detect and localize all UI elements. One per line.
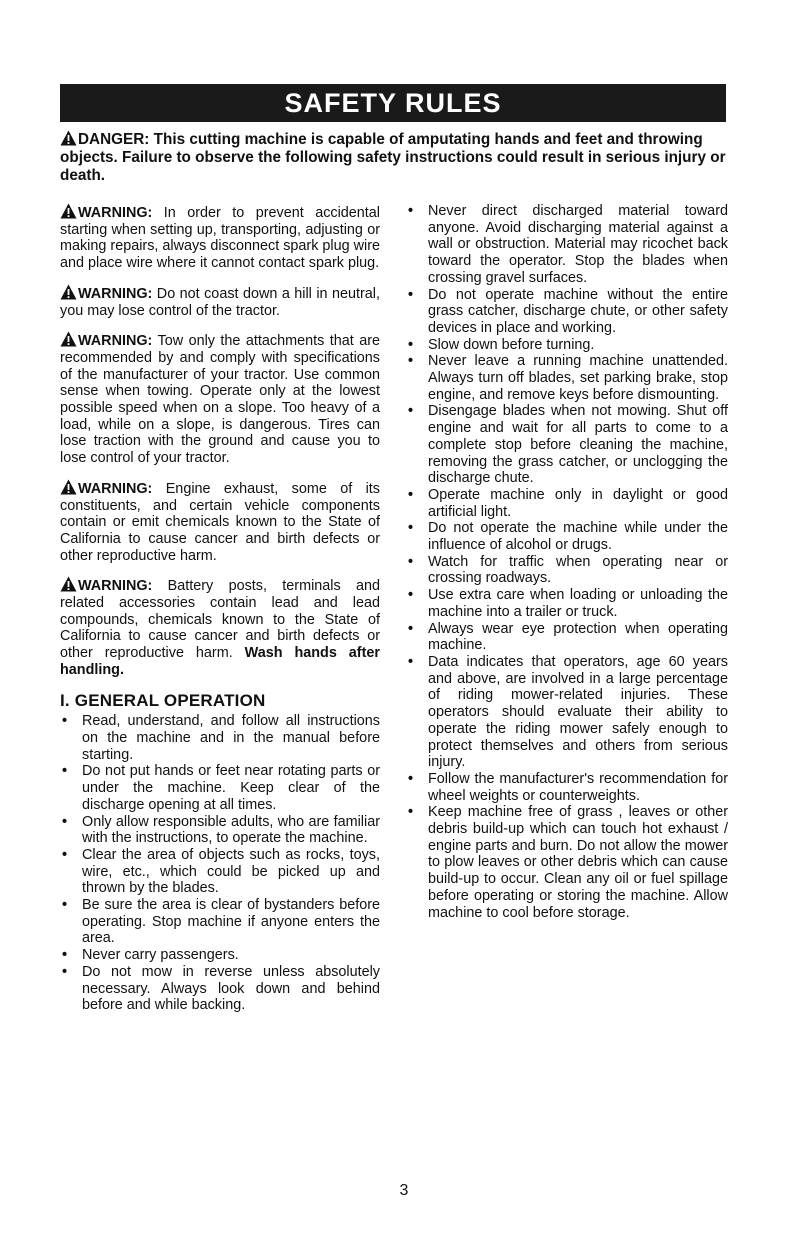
warning-label: WARNING:: [78, 205, 153, 221]
warning-triangle-icon: [60, 479, 77, 495]
bullet: •: [408, 336, 414, 353]
list-item-text: Clear the area of objects such as rocks, toys, wire, etc., which could be picked up and thrown by the blades.: [82, 846, 380, 897]
list-item-text: Do not operate the machine while under the influence of alcohol or drugs.: [428, 520, 728, 554]
warning-label: WARNING:: [78, 285, 153, 302]
list-item: [406, 287, 728, 337]
list-item-text: Read, understand, and follow all instructions on the machine and in the manual before starting.: [82, 713, 380, 763]
warning-text: Engine exhaust, some of its constituents, and certain vehicle components contain or emit chemicals known to the State of California to cause cancer and birth defects or other reproductive harm.: [60, 480, 380, 564]
list-item: [406, 337, 728, 354]
warning-paragraph: [60, 284, 380, 319]
list-item: [60, 814, 380, 847]
general-operation-list-right: [406, 203, 728, 921]
list-item-text: Data indicates that operators, age 60 years and above, are involved in a large percentage of riding mower-related injuries. These operators should evaluate their ability to operate the riding mower safely enough to protect themselves and others from serious injury.: [428, 653, 728, 771]
warning-paragraph: [60, 331, 380, 467]
list-item-text: Always wear eye protection when operating machine.: [428, 620, 728, 654]
bullet: •: [408, 353, 414, 370]
left-column: [60, 203, 380, 1014]
list-item-text: Disengage blades when not mowing. Shut off engine and wait for all parts to come to a complete stop before cleaning the machine, removing the grass catcher, or unclogging the discharge chute.: [428, 403, 728, 487]
list-item: [60, 964, 380, 1014]
danger-notice: [60, 130, 730, 185]
bullet: •: [62, 947, 68, 964]
list-item-text: Never leave a running machine unattended. Always turn off blades, set parking brake, stop engine, and remove keys before dismounting.: [428, 353, 728, 403]
list-item: [406, 804, 728, 921]
list-item-text: Only allow responsible adults, who are familiar with the instructions, to operate the machine.: [82, 813, 380, 847]
bullet: •: [408, 286, 414, 303]
bullet: •: [408, 587, 414, 604]
list-item: [406, 203, 728, 287]
danger-label: DANGER:: [78, 131, 150, 148]
list-item-text: Never direct discharged material toward anyone. Avoid discharging material against a wall or obstruction. Material may ricochet back toward the operator. Stop the blades when crossing gravel surfaces.: [428, 203, 728, 286]
section-heading: I. GENERAL OPERATION: [60, 690, 266, 710]
bullet: •: [62, 963, 68, 980]
warning-text: In order to prevent accidental starting when setting up, transporting, adjusting or making repairs, always disconnect spark plug wire and place wire where it cannot contact spark plug.: [60, 205, 380, 272]
general-operation-list-left: [60, 713, 380, 1014]
list-item-text: Do not mow in reverse unless absolutely necessary. Always look down and behind before and while backing.: [82, 963, 380, 1014]
list-item: [406, 554, 728, 587]
bullet: •: [408, 520, 414, 537]
warning-paragraph: [60, 479, 380, 565]
list-item: [406, 520, 728, 553]
warning-emphasis: Wash hands after handling.: [60, 645, 380, 678]
warning-triangle-icon: [60, 331, 77, 347]
bullet: •: [408, 770, 414, 787]
list-item-text: Operate machine only in daylight or good artificial light.: [428, 486, 728, 520]
bullet: •: [62, 846, 68, 863]
list-item: [406, 353, 728, 403]
list-item-text: Follow the manufacturer's recommendation for wheel weights or counterweights.: [428, 770, 728, 804]
list-item: [60, 947, 380, 964]
list-item: [406, 403, 728, 487]
warning-text: Battery posts, terminals and related accessories contain lead and lead compounds, chemicals known to the State of California to cause cancer and birth defects or other reproductive harm.: [60, 578, 380, 662]
page-number: 3: [399, 1182, 409, 1199]
warning-label: WARNING:: [78, 578, 153, 595]
list-item-text: Watch for traffic when operating near or crossing roadways.: [428, 553, 728, 587]
list-item: [60, 763, 380, 813]
list-item: [406, 771, 728, 804]
list-item: [60, 713, 380, 763]
list-item-text: Slow down before turning.: [428, 336, 595, 353]
warning-triangle-icon: [60, 284, 77, 300]
bullet: •: [408, 653, 414, 670]
bullet: •: [408, 620, 414, 637]
warning-label: WARNING:: [78, 333, 153, 350]
warning-text: Tow only the attachments that are recommended by and comply with specifications of the manufacturer of your tractor. Use common sense when towing. Operate only at the lowest possible speed when on a slope. Too heavy of a load, while on a slope, is dangerous. Tires can lose traction with the ground and cause you to lose control of your tractor.: [60, 333, 380, 467]
warning-triangle-icon: [60, 203, 77, 219]
bullet: •: [62, 763, 68, 780]
list-item-text: Do not operate machine without the entire grass catcher, discharge chute, or other safety devices in place and working.: [428, 286, 728, 336]
list-item-text: Never carry passengers.: [82, 947, 239, 964]
bullet: •: [408, 486, 414, 503]
warning-label: WARNING:: [78, 480, 153, 497]
bullet: •: [408, 553, 414, 570]
list-item: [406, 587, 728, 620]
list-item: [60, 897, 380, 947]
bullet: •: [408, 804, 414, 821]
list-item-text: Use extra care when loading or unloading the machine into a trailer or truck.: [428, 587, 728, 620]
warning-text: Do not coast down a hill in neutral, you may lose control of the tractor.: [60, 285, 380, 319]
warning-triangle-icon: [60, 130, 77, 146]
list-item-text: Do not put hands or feet near rotating parts or under the machine. Keep clear of the discharge opening at all times.: [82, 763, 380, 813]
list-item: [60, 847, 380, 897]
list-item-text: Keep machine free of grass , leaves or other debris build-up which can touch hot exhaust / engine parts and burn. Do not allow the mower to plow leaves or other debris which can cause build-up to occur. Clean any oil or fuel spillage before operating or storing the machine. Allow machine to cool before storage.: [428, 804, 728, 921]
danger-text: This cutting machine is capable of amputating hands and feet and throwing objects. Failure to observe the following safety instructions could result in serious injury or death.: [60, 131, 726, 184]
list-item: [406, 487, 728, 520]
warning-paragraph: [60, 203, 380, 272]
list-item: [406, 621, 728, 654]
bullet: •: [62, 813, 68, 830]
bullet: •: [408, 203, 414, 219]
bullet: •: [62, 897, 68, 914]
warning-triangle-icon: [60, 576, 77, 592]
page-title: SAFETY RULES: [60, 84, 726, 122]
right-column: [406, 203, 728, 921]
bullet: •: [62, 713, 68, 730]
list-item-text: Be sure the area is clear of bystanders before operating. Stop machine if anyone enters the area.: [82, 897, 380, 947]
list-item: [406, 654, 728, 771]
warning-paragraph: [60, 576, 380, 678]
bullet: •: [408, 403, 414, 420]
